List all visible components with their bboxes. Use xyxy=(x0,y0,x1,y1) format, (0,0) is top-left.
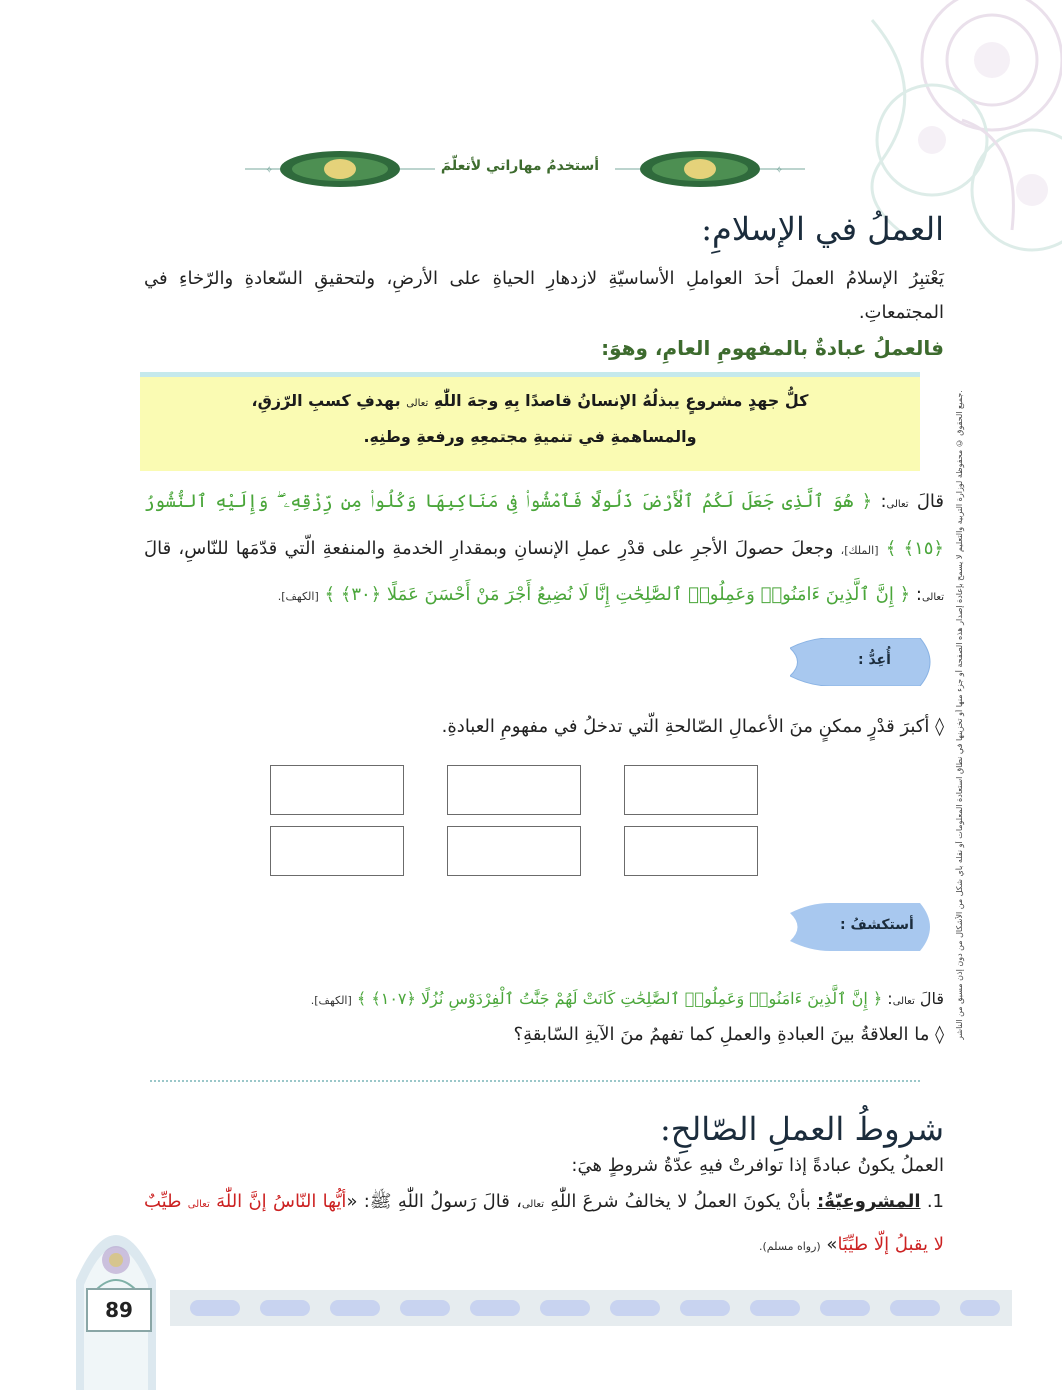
prepare-label: أُعِدُّ : xyxy=(858,652,891,668)
verse-al-kahf-107: ﴿ إِنَّ ٱلَّذِينَ ءَامَنُوا۟ وَعَمِلُوا۟ ٱلصَّٰلِحَٰتِ كَانَتْ لَهُمْ جَنَّٰتُ ٱلْفِرْدَوْسِ نُزُلًا ﴿١٠٧﴾ ﴾ xyxy=(356,989,883,1008)
definition-box xyxy=(140,372,920,471)
definition-subheading: فالعملُ عبادةٌ بالمفهومِ العامِ، وهوَ: xyxy=(601,336,944,360)
verse-al-kahf-30: ﴿ إِنَّ ٱلَّذِينَ ءَامَنُوا۟ وَعَمِلُوا۟ ٱلصَّٰلِحَٰتِ إِنَّا لَا نُضِيعُ أَجْرَ مَنْ أَحْسَنَ عَمَلًا ﴿٣٠﴾ ﴾ xyxy=(324,584,911,605)
intro-paragraph: يَعْتبِرُ الإسلامُ العملَ أحدَ العواملِ الأساسيّةِ لازدهارِ الحياةِ على الأرضِ، ولتحقيقِ السّعادةِ والرّخاءِ في المجتمعاتِ. xyxy=(144,268,944,323)
answer-box-1[interactable] xyxy=(270,765,404,815)
verse-al-mulk: ﴿ هُوَ ٱلَّذِى جَعَلَ لَكُمُ ٱلْأَرْضَ ذَلُولًا فَٱمْشُوا۟ فِى مَنَاكِبِهَا وَكُلُوا۟ مِن رِّزْقِهِۦ ۖ وَإِلَيْهِ ٱلنُّشُورُ ﴿١٥﴾ ﴾ xyxy=(144,491,944,559)
banner-title: أستخدمُ مهاراتي لأتعلّمَ xyxy=(440,158,600,174)
discover-label: أستكشفُ : xyxy=(840,917,914,933)
discover-verse-line: قالَ تعالى: ﴿ إِنَّ ٱلَّذِينَ ءَامَنُوا۟ وَعَمِلُوا۟ ٱلصَّٰلِحَٰتِ كَانَتْ لَهُمْ جَنَّٰتُ ٱلْفِرْدَوْسِ نُزُلًا ﴿١٠٧﴾ ﴾ [الكهف]. xyxy=(310,989,944,1008)
answer-box-6[interactable] xyxy=(624,826,758,876)
answer-box-4[interactable] xyxy=(270,826,404,876)
discover-question: ◊ ما العلاقةُ بينَ العبادةِ والعملِ كما تفهمُ منَ الآيةِ السّابقةِ؟ xyxy=(513,1024,944,1045)
section-title-work-in-islam: العملُ في الإسلامِ: xyxy=(701,210,944,248)
answer-box-3[interactable] xyxy=(624,765,758,815)
svg-text:✧: ✧ xyxy=(775,165,784,176)
conditions-intro: العملُ يكونُ عبادةً إذا توافرتْ فيهِ عدّةُ شروطٍ هيَ: xyxy=(571,1155,944,1176)
answer-box-2[interactable] xyxy=(447,765,581,815)
section-title-conditions: شروطُ العملِ الصّالحِ: xyxy=(660,1110,944,1148)
definition-line-2: والمساهمةِ في تنميةِ مجتمعِهِ ورفعةِ وطنِهِ. xyxy=(363,427,697,446)
answer-box-5[interactable] xyxy=(447,826,581,876)
quran-paragraph: قالَ تعالى: ﴿ هُوَ ٱلَّذِى جَعَلَ لَكُمُ ٱلْأَرْضَ ذَلُولًا فَٱمْشُوا۟ فِى مَنَاكِبِهَا وَكُلُوا۟ مِن رِّزْقِهِۦ ۖ وَإِلَيْهِ ٱلنُّشُورُ ﴿١٥﴾ ﴾ [الملك]، وجعلَ حصولَ الأجرِ على قدْرِ عملِ الإنسانِ وبمقدارِ الخدمةِ والمنفعةِ الّتي قدّمَها للنّاسِ، قالَ تعالى: ﴿ إِنَّ ٱلَّذِينَ ءَامَنُوا۟ وَعَمِلُوا۟ ٱلصَّٰلِحَٰتِ إِنَّا لَا نُضِيعُ أَجْرَ مَنْ أَحْسَنَ عَمَلًا ﴿٣٠﴾ ﴾ [الكهف]. xyxy=(144,491,944,605)
condition-item-1: 1. المشروعيّةُ: بأنْ يكونَ العملُ لا يخالفُ شرعَ اللّٰهِ تعالى، قالَ رَسولُ اللّٰهِ ﷺ: «أيُّها النّاسُ إنَّ اللّٰهَ تعالى طيِّبٌ لا يقبلُ إلّا طيِّبًا» (رواه مسلم). xyxy=(144,1191,944,1255)
corner-floral-ornament xyxy=(762,0,1062,300)
page-number: 89 xyxy=(86,1288,152,1332)
footer-decorative-band xyxy=(170,1290,1012,1326)
copyright-side-note: جميع الحقوق © محفوظة لوزارة التربية والتعليم لا يسمح بإعادة إصدار هذه الصفحة أو جزء منها أو تخزينها في نطاق استعادة المعلومات أو نقله بأي شكل من الأشكال من دون إذن مسبق من الناشر. xyxy=(955,390,964,1040)
prepare-prompt: ◊ أكبرَ قدْرٍ ممكنٍ منَ الأعمالِ الصّالحةِ الّتي تدخلُ في مفهومِ العبادةِ. xyxy=(441,716,944,737)
svg-text:✧: ✧ xyxy=(265,165,274,176)
section-divider xyxy=(150,1080,920,1082)
definition-line-1: كلُّ جهدٍ مشروعٍ يبذلُهُ الإنسانُ قاصدًا بِهِ وجهَ اللّٰهِ تعالى بهدفِ كسبِ الرّزقِ، xyxy=(251,391,809,410)
